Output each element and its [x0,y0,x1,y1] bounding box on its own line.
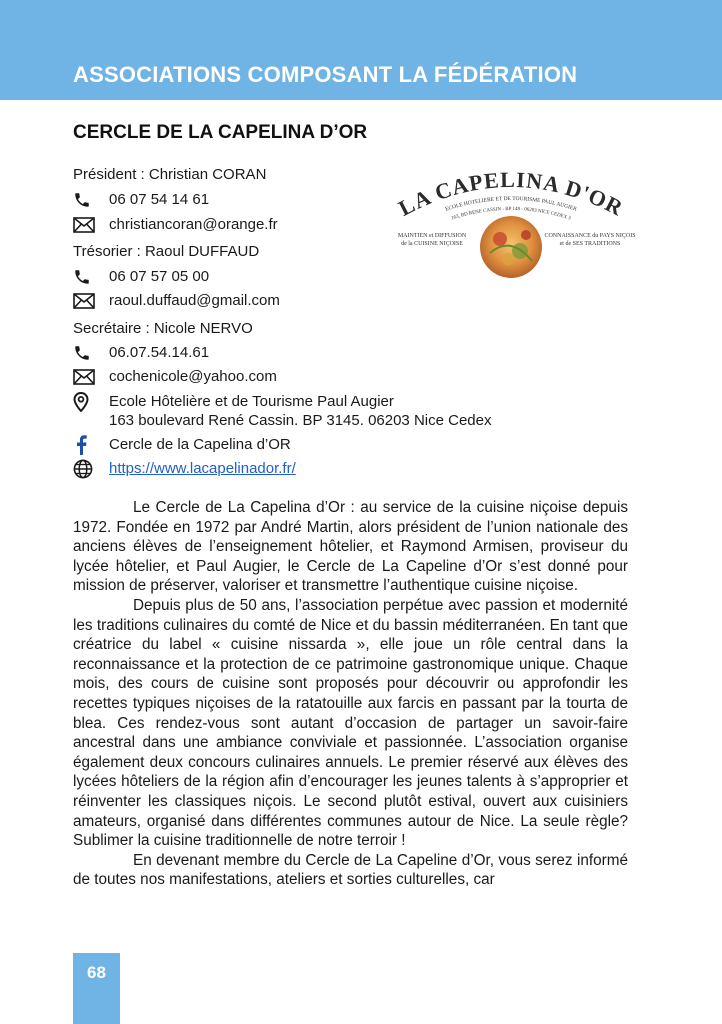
envelope-icon [73,291,95,311]
phone-icon [73,190,95,210]
envelope-icon [73,367,95,387]
president-email[interactable]: christiancoran@orange.fr [109,216,278,233]
envelope-icon [73,215,95,235]
page-number: 68 [87,963,106,982]
phone-icon [73,267,95,287]
treasurer-phone: 06 07 57 05 00 [109,268,210,285]
address-line-2: 163 boulevard René Cassin. BP 3145. 06203 Nice Cedex [109,412,492,429]
map-pin-icon [73,392,95,412]
website-link[interactable]: https://www.lacapelinador.fr/ [109,460,296,477]
logo-title: LA CAPELINA D'OR [394,166,628,221]
capelina-logo [380,165,642,280]
svg-text:LA CAPELINA D'OR [394,167,627,221]
paragraph-2: Depuis plus de 50 ans, l’association perpétue avec passion et modernité les traditions culinaires du comté de Nice et du bassin méditerranéen. En tant que créatrice du label « cuisine nissarda », elle joue un rôle central dans la reconnaissance et la protection de ce patrimoine gastronomique unique. Chaque mois, des cours de cuisine sont proposés pour découvrir ou approfondir les recettes typiques niçoises de la ratatouille aux farcis en passant par la tourta de blea. Ces rendez-vous sont autant d’occasion de partager un savoir-faire ancestral dans une ambiance conviviale et passionnée. L’association organise également deux concours culinaires annuels. Le premier réservé aux élèves des lycées hôteliers de la région afin d’encourager les jeunes talents à s’approprier et réinventer les classiques niçois. Le second plutôt estival, ouvert aux cuisiniers amateurs, organisé dans différentes communes autour de Nice. La seule règle? Sublimer la cuisine traditionnelle de notre terroir ! [73,596,628,850]
body-text [73,498,628,890]
chapter-title: ASSOCIATIONS COMPOSANT LA FÉDÉRATION [73,62,578,87]
logo-left-caption-1: MAINTIEN et DIFFUSION [397,233,467,239]
paragraph-1: Le Cercle de La Capelina d’Or : au service de la cuisine niçoise depuis 1972. Fondée en 1972 par André Martin, alors président de l’union nationale des anciens élèves de l’enseignement hôtelier, et Raymond Armisen, proviseur du lycée hôtelier, et Paul Augier, le Cercle de La Capeline d’Or s’est donné pour mission de préserver, valoriser et transmettre l’authentique cuisine niçoise. [73,499,628,595]
address-line-1: Ecole Hôtelière et de Tourisme Paul Augier [109,393,394,410]
logo-right-caption-1: CONNAISSANCE du PAYS NIÇOIS [544,233,636,239]
president-label: Président : Christian CORAN [73,166,267,183]
section-title: CERCLE DE LA CAPELINA D’OR [73,122,368,143]
treasurer-email[interactable]: raoul.duffaud@gmail.com [109,292,280,309]
facebook-page[interactable]: Cercle de la Capelina d’OR [109,436,291,453]
secretary-phone: 06.07.54.14.61 [109,344,210,361]
facebook-icon [75,435,97,455]
logo-subtitle-1: ECOLE HOTELIERE ET DE TOURISME PAUL AUGIER [444,195,578,213]
secretary-email[interactable]: cochenicole@yahoo.com [109,368,277,385]
secretary-label: Secrétaire : Nicole NERVO [73,320,253,337]
paragraph-3: En devenant membre du Cercle de La Capeline d’Or, vous serez informé de toutes nos manifestations, ateliers et sorties culturelles, car [73,851,628,889]
globe-icon [73,459,95,479]
page-number-tab [73,953,120,1024]
logo-left-caption-2: de la CUISINE NIÇOISE [401,241,463,247]
phone-icon [73,343,95,363]
header-band [0,0,722,100]
logo-subtitle-2: 163, BD RENE CASSIN - BP 148 - 06203 NICE CEDEX 3 [450,206,572,222]
president-phone: 06 07 54 14 61 [109,191,210,208]
address-row [73,392,563,432]
treasurer-label: Trésorier : Raoul DUFFAUD [73,243,260,260]
logo-right-caption-2: et de SES TRADITIONS [559,241,621,247]
